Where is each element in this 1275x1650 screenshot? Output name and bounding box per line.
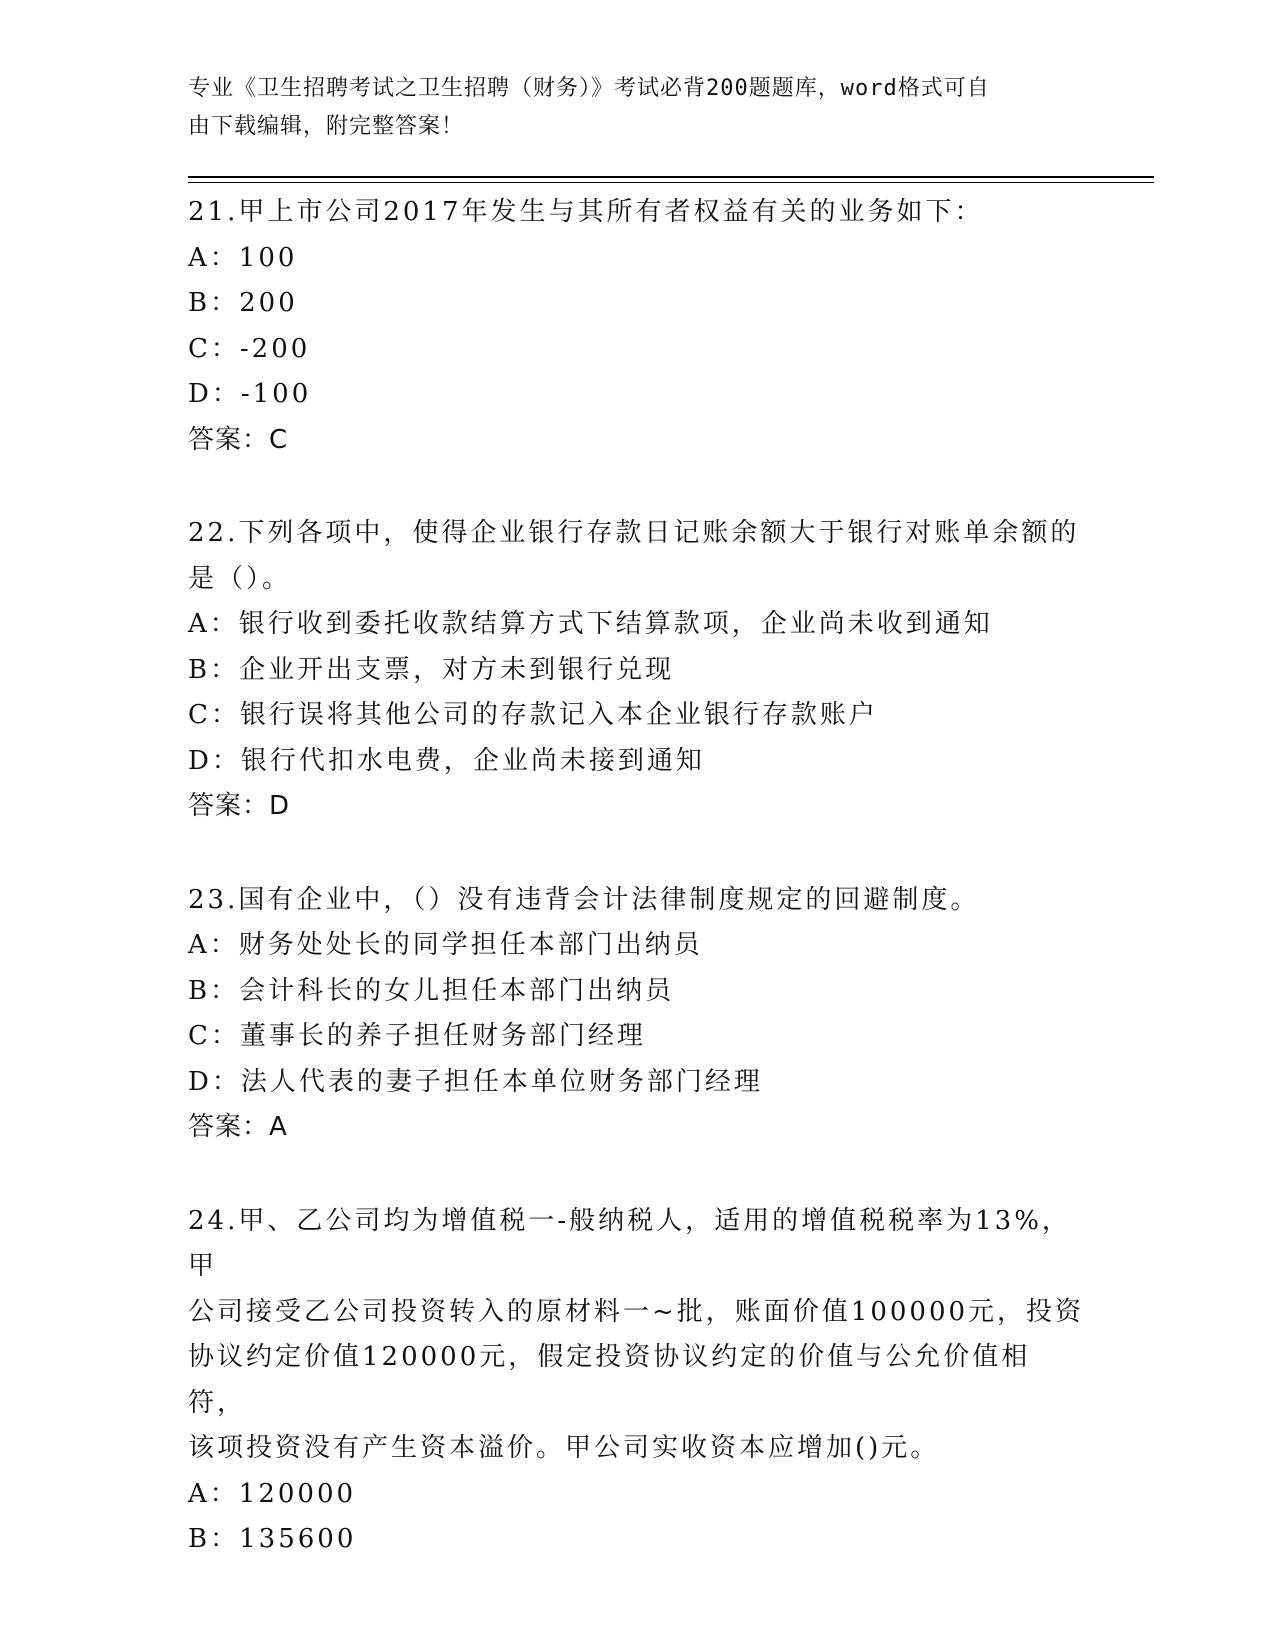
header-divider-thick [188, 176, 1154, 178]
option-c: C：-200 [188, 333, 311, 364]
question-stem [188, 190, 1088, 236]
option-a: A：120000 [188, 1478, 357, 1509]
stem-line: 公司接受乙公司投资转入的原材料一~批，账面价值100000元，投资 [188, 1296, 1085, 1327]
option-a: A：财务处处长的同学担任本部门出纳员 [188, 930, 703, 960]
option-b: B：企业开出支票，对方未到银行兑现 [188, 654, 675, 685]
question-stem [188, 878, 1088, 924]
stem-line: 22.下列各项中，使得企业银行存款日记账余额大于银行对账单余额的 [188, 518, 1080, 548]
header-line-2: 由下载编辑，附完整答案！ [188, 114, 465, 139]
option-b: B：200 [188, 288, 298, 318]
stem-line: 24.甲、乙公司均为增值税一-般纳税人，适用的增值税税率为13%，甲 [188, 1205, 1071, 1281]
stem-line: 协议约定价值120000元，假定投资协议约定的价值与公允价值相符， [188, 1342, 1031, 1418]
header-divider-thin [188, 182, 1154, 183]
option-d: D：法人代表的妻子担任本单位财务部门经理 [188, 1066, 763, 1097]
option-b: B：会计科长的女儿担任本部门出纳员 [188, 975, 675, 1006]
stem-line: 23.国有企业中，（）没有违背会计法律制度规定的回避制度。 [188, 884, 980, 915]
option-d: D：-100 [188, 379, 312, 409]
document-header [188, 70, 1068, 146]
question-stem [188, 1199, 1088, 1472]
header-line-1: 专业《卫生招聘考试之卫生招聘（财务）》考试必背200题题库，word格式可自 [188, 76, 990, 101]
answer-label: 答案：D [188, 791, 291, 821]
option-c: C：董事长的养子担任财务部门经理 [188, 1021, 646, 1051]
option-d: D：银行代扣水电费，企业尚未接到通知 [188, 745, 705, 776]
stem-line: 该项投资没有产生资本溢价。甲公司实收资本应增加()元。 [188, 1433, 940, 1463]
option-c: C：银行误将其他公司的存款记入本企业银行存款账户 [188, 700, 878, 730]
stem-line: 是（）。 [188, 563, 292, 594]
question-list [188, 190, 1088, 1611]
question-22 [188, 511, 1088, 830]
option-a: A：100 [188, 242, 298, 273]
answer-label: 答案：A [188, 1112, 288, 1142]
answer-label: 答案：C [188, 424, 289, 455]
option-a: A：银行收到委托收款结算方式下结算款项，企业尚未收到通知 [188, 609, 993, 639]
question-21 [188, 190, 1088, 463]
question-24 [188, 1199, 1088, 1563]
question-23 [188, 878, 1088, 1151]
option-b: B：135600 [188, 1524, 357, 1554]
stem-line: 21.甲上市公司2017年发生与其所有者权益有关的业务如下： [188, 197, 984, 227]
question-stem [188, 511, 1088, 602]
